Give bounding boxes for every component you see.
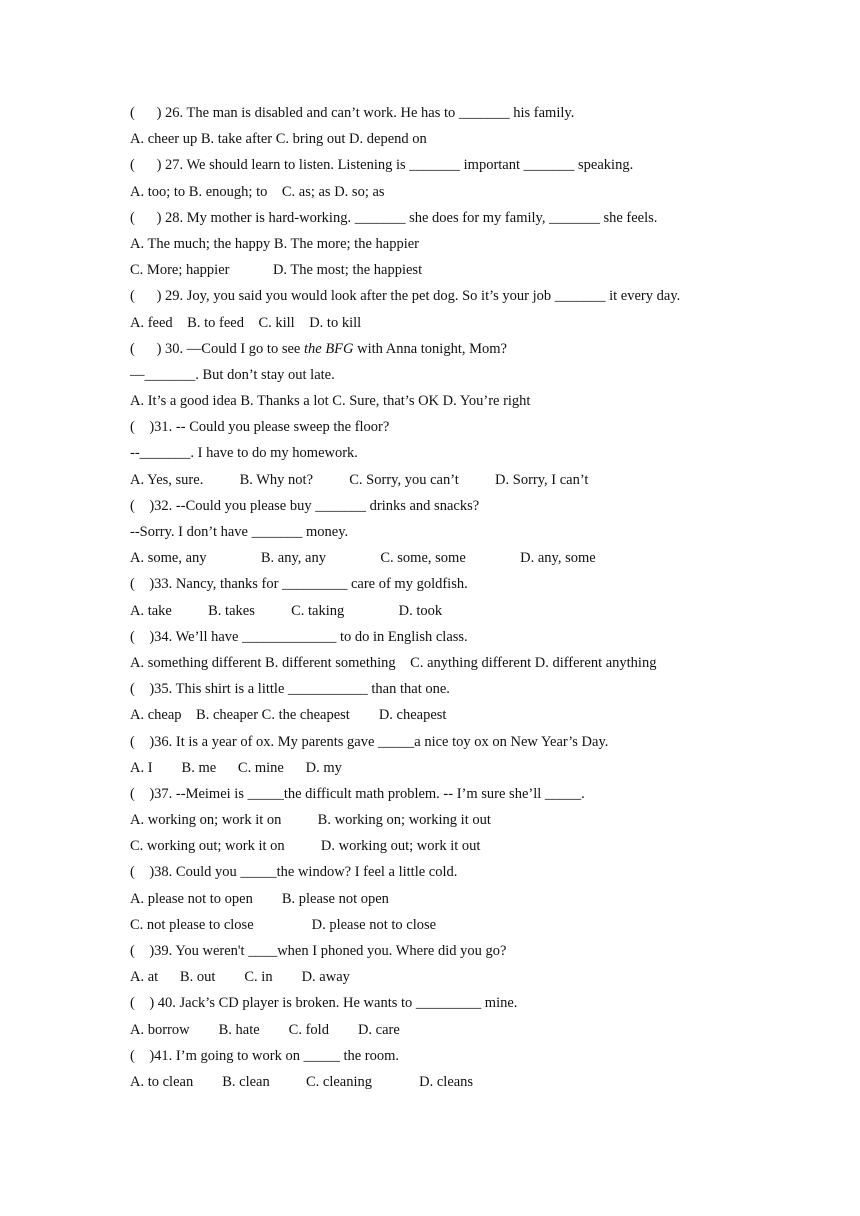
- question-41: ( )41. I’m going to work on _____ the room.: [130, 1047, 400, 1064]
- question-30-options: A. It’s a good idea B. Thanks a lot C. Sure, that’s OK D. You’re right: [130, 393, 531, 410]
- question-38: ( )38. Could you _____the window? I feel a little cold.: [130, 864, 458, 881]
- question-36-options: A. I B. me C. mine D. my: [130, 759, 342, 776]
- question-37-options-1: A. working on; work it on B. working on; working it out: [130, 812, 491, 829]
- question-40: ( ) 40. Jack’s CD player is broken. He wants to _________ mine.: [130, 995, 518, 1012]
- question-29-options: A. feed B. to feed C. kill D. to kill: [130, 314, 362, 331]
- question-34-options: A. something different B. different something C. anything different D. different anything: [130, 654, 657, 671]
- question-26-options: A. cheer up B. take after C. bring out D. depend on: [130, 131, 427, 148]
- question-34: ( )34. We’ll have _____________ to do in English class.: [130, 628, 468, 645]
- question-27: ( ) 27. We should learn to listen. Listening is _______ important _______ speaking.: [130, 157, 634, 174]
- question-39-options: A. at B. out C. in D. away: [130, 969, 350, 986]
- question-31-reply: --_______. I have to do my homework.: [130, 445, 358, 462]
- question-37: ( )37. --Meimei is _____the difficult math problem. -- I’m sure she’ll _____.: [130, 785, 585, 802]
- question-28-options-1: A. The much; the happy B. The more; the happier: [130, 235, 419, 252]
- question-31-options: A. Yes, sure. B. Why not? C. Sorry, you can’t D. Sorry, I can’t: [130, 471, 589, 488]
- question-32-options: A. some, any B. any, any C. some, some D. any, some: [130, 550, 596, 567]
- question-32: ( )32. --Could you please buy _______ drinks and snacks?: [130, 497, 480, 514]
- question-35: ( )35. This shirt is a little ___________ than that one.: [130, 681, 450, 698]
- question-39: ( )39. You weren't ____when I phoned you. Where did you go?: [130, 943, 507, 959]
- question-36: ( )36. It is a year of ox. My parents gave _____a nice toy ox on New Year’s Day.: [130, 733, 609, 750]
- question-37-options-2: C. working out; work it on D. working out; work it out: [130, 838, 481, 855]
- question-29: ( ) 29. Joy, you said you would look after the pet dog. So it’s your job _______ it every day.: [130, 288, 681, 305]
- question-38-options-2: C. not please to close D. please not to close: [130, 916, 437, 933]
- question-26: ( ) 26. The man is disabled and can’t work. He has to _______ his family.: [130, 105, 575, 121]
- question-33-options: A. take B. takes C. taking D. took: [130, 602, 443, 619]
- question-41-options: A. to clean B. clean C. cleaning D. cleans: [130, 1073, 474, 1090]
- question-30-reply: —_______. But don’t stay out late.: [130, 366, 335, 383]
- question-32-reply: --Sorry. I don’t have _______ money.: [130, 524, 349, 540]
- question-33: ( )33. Nancy, thanks for _________ care of my goldfish.: [130, 576, 468, 593]
- question-list: [130, 103, 830, 1098]
- question-28: ( ) 28. My mother is hard-working. _______ she does for my family, _______ she feels.: [130, 209, 658, 226]
- film-title: the BFG: [303, 340, 354, 357]
- question-40-options: A. borrow B. hate C. fold D. care: [130, 1021, 400, 1038]
- question-31: ( )31. -- Could you please sweep the floor?: [130, 419, 390, 436]
- question-28-options-2: C. More; happier D. The most; the happiest: [130, 262, 423, 279]
- question-30: ( ) 30. —Could I go to see the BFG with Anna tonight, Mom?: [130, 340, 507, 357]
- question-38-options-1: A. please not to open B. please not open: [130, 890, 389, 907]
- question-27-options: A. too; to B. enough; to C. as; as D. so; as: [130, 183, 385, 200]
- question-35-options: A. cheap B. cheaper C. the cheapest D. cheapest: [130, 707, 447, 724]
